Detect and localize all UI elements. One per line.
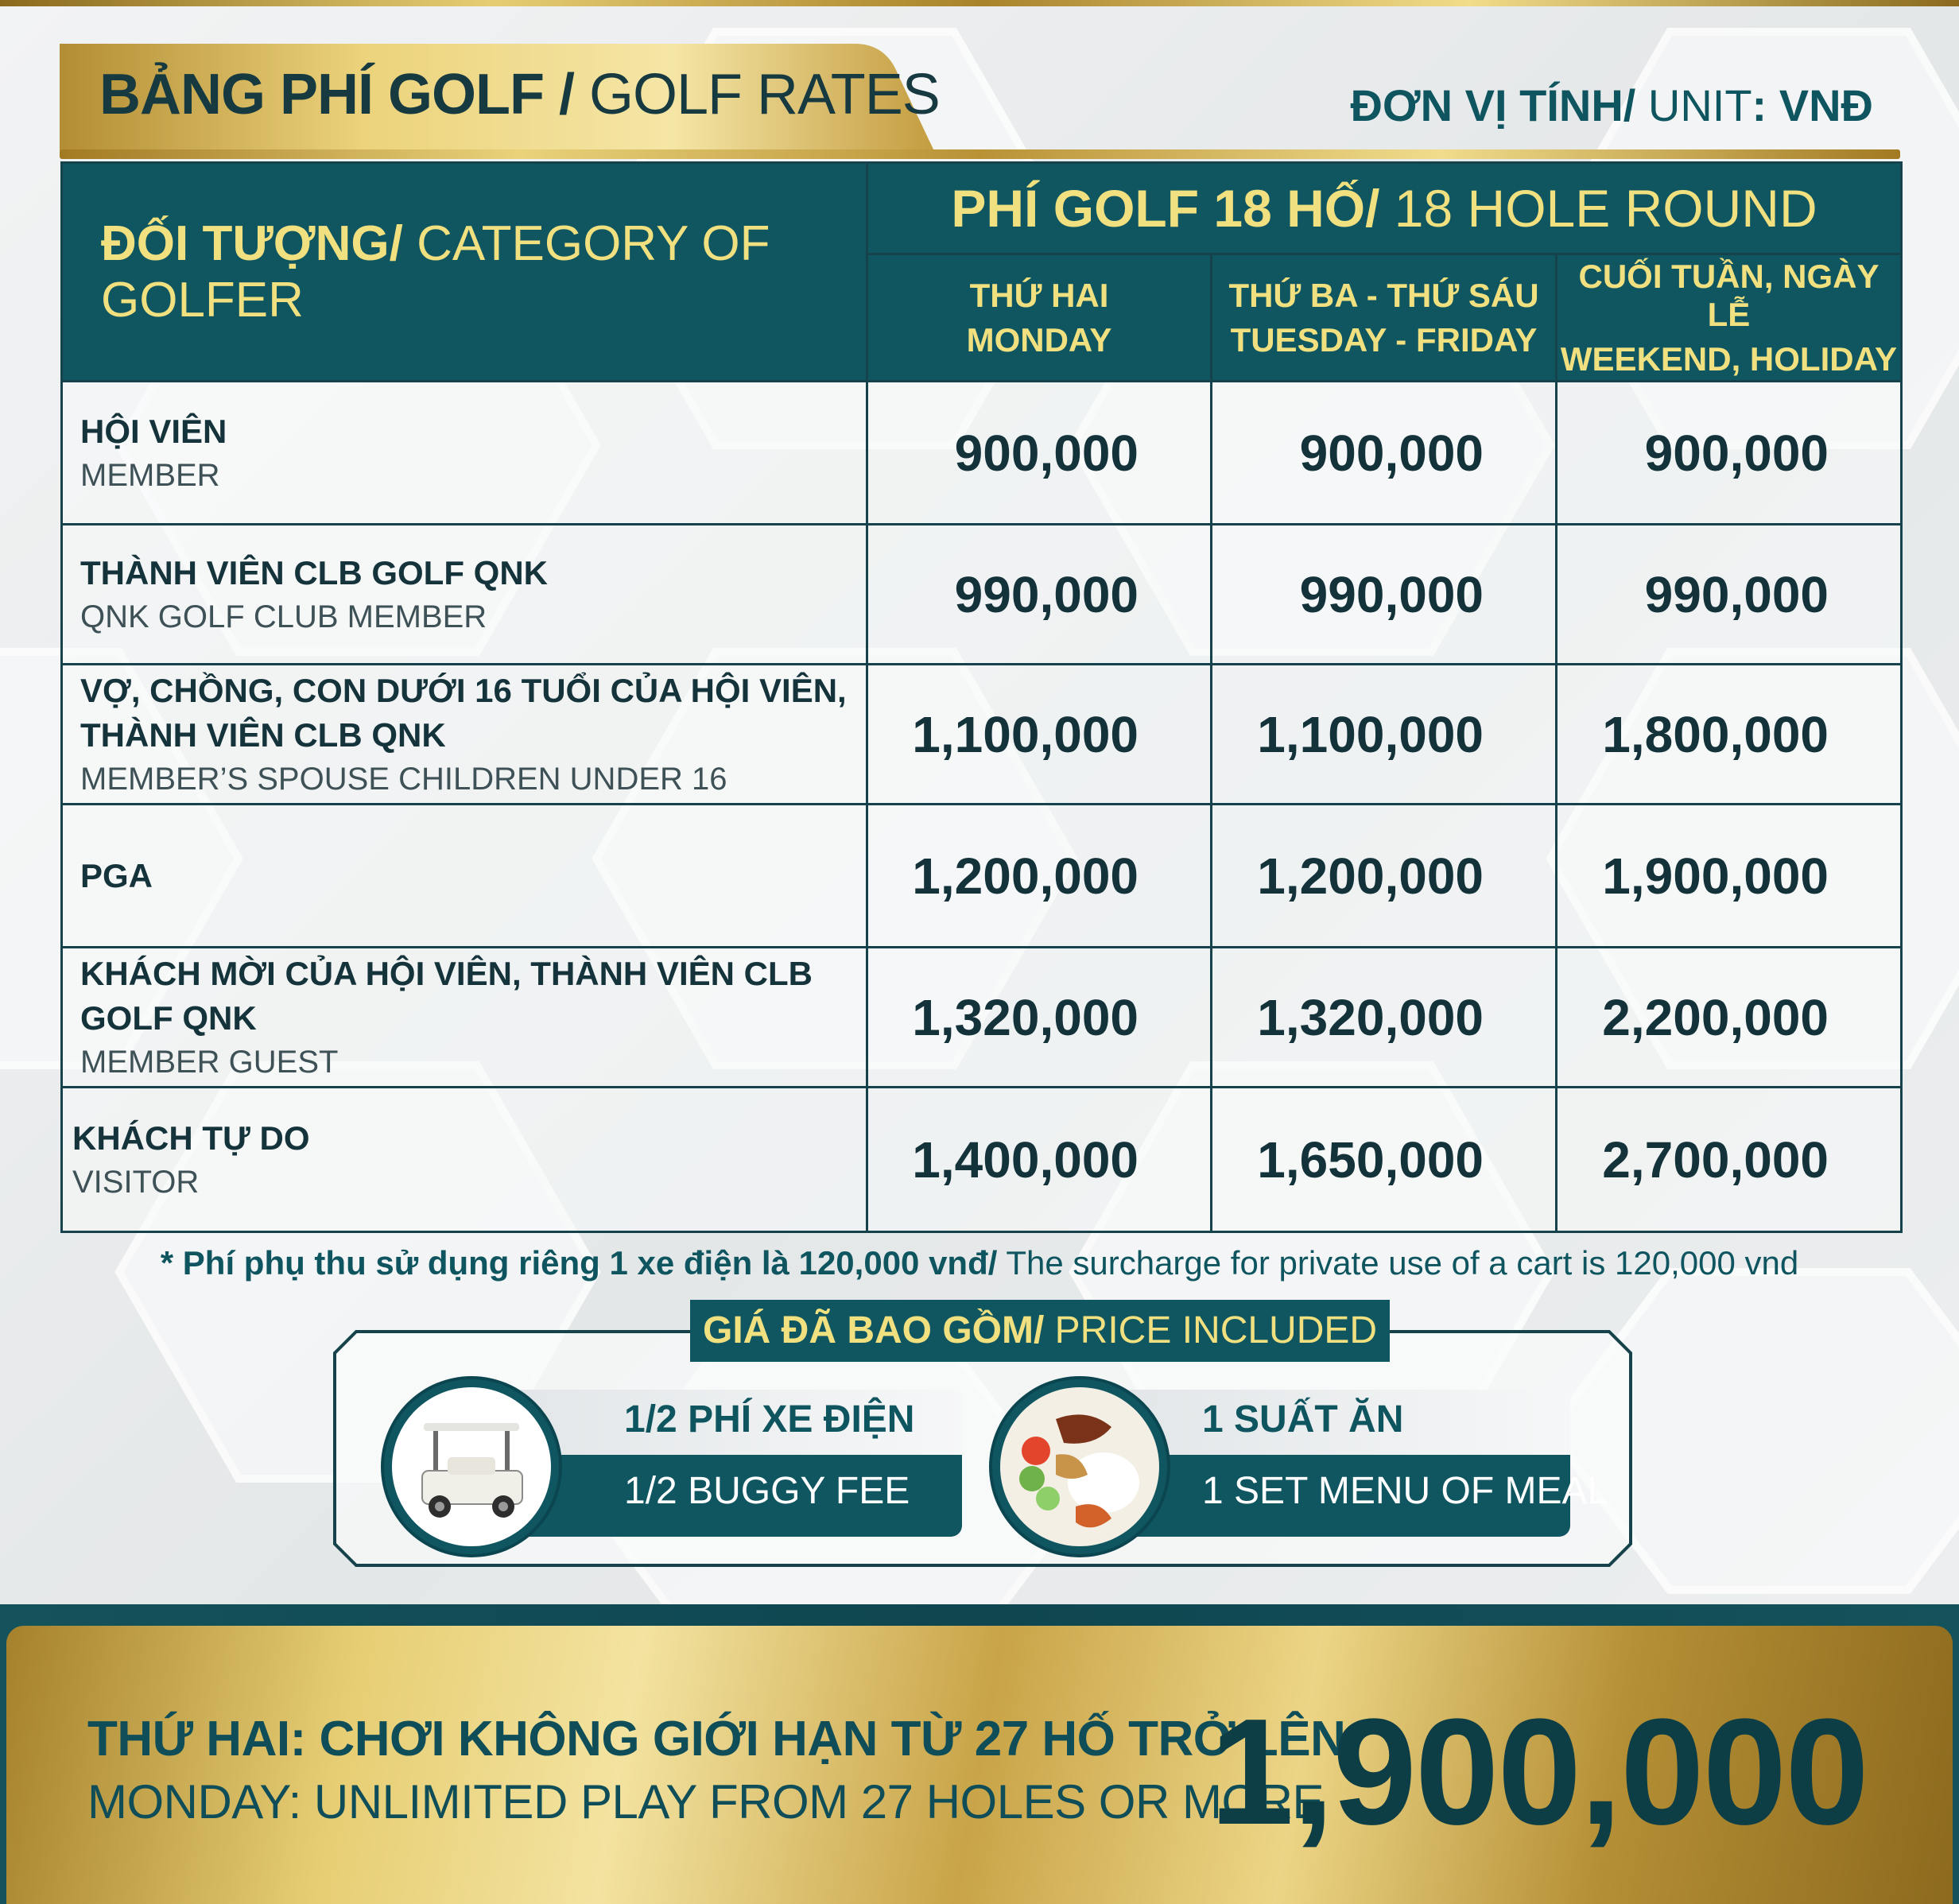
top-gold-line xyxy=(0,0,1959,6)
buggy-vn-label: 1/2 PHÍ XE ĐIỆN xyxy=(624,1398,915,1441)
table-row xyxy=(62,948,1902,1088)
promo-en-text: MONDAY: UNLIMITED PLAY FROM 27 HOLES OR MORE xyxy=(87,1775,1324,1828)
price-cell: 1,320,000 xyxy=(1212,948,1557,1088)
table-row xyxy=(62,382,1902,525)
price-cell: 1,800,000 xyxy=(1557,665,1902,805)
table-row xyxy=(62,805,1902,948)
price-cell: 2,700,000 xyxy=(1557,1088,1902,1232)
page-title: BẢNG PHÍ GOLF / GOLF RATES xyxy=(99,63,940,126)
price-cell: 1,100,000 xyxy=(1212,665,1557,805)
meal-vn-label: 1 SUẤT ĂN xyxy=(1202,1398,1404,1441)
buggy-en-label: 1/2 BUGGY FEE xyxy=(624,1470,910,1512)
price-cell: 990,000 xyxy=(1557,525,1902,665)
price-cell: 1,200,000 xyxy=(1212,805,1557,948)
price-cell: 1,650,000 xyxy=(1212,1088,1557,1232)
golf-cart-image xyxy=(384,1379,559,1554)
category-visitor: KHÁCH TỰ DO VISITOR xyxy=(62,1088,867,1232)
included-card-buggy xyxy=(509,1390,962,1537)
price-cell: 900,000 xyxy=(1212,382,1557,525)
price-cell: 900,000 xyxy=(867,382,1212,525)
price-cell: 1,400,000 xyxy=(867,1088,1212,1232)
included-card-meal xyxy=(1117,1390,1609,1537)
category-pga: PGA xyxy=(62,805,867,948)
day-header-weekend-holiday: CUỐI TUẦN, NGÀY LỄ WEEKEND, HOLIDAY xyxy=(1557,254,1902,382)
price-cell: 990,000 xyxy=(867,525,1212,665)
category-member-guest: KHÁCH MỜI CỦA HỘI VIÊN, THÀNH VIÊN CLB GOLF QNK MEMBER GUEST xyxy=(62,948,867,1088)
category-header: ĐỐI TƯỢNG/ CATEGORY OF GOLFER xyxy=(62,163,867,382)
price-cell: 2,200,000 xyxy=(1557,948,1902,1088)
table-row xyxy=(62,1088,1902,1232)
table-row xyxy=(62,525,1902,665)
golf-rates-table xyxy=(60,161,1903,1233)
price-cell: 1,900,000 xyxy=(1557,805,1902,948)
price-cell: 990,000 xyxy=(1212,525,1557,665)
category-qnk-club-member: THÀNH VIÊN CLB GOLF QNK QNK GOLF CLUB MEMBER xyxy=(62,525,867,665)
gold-divider xyxy=(60,149,1900,159)
included-label: GIÁ ĐÃ BAO GỒM/ PRICE INCLUDED xyxy=(690,1300,1390,1362)
meal-en-label: 1 SET MENU OF MEAL xyxy=(1202,1470,1609,1512)
promo-price: 1,900,000 xyxy=(1209,1688,1868,1856)
currency-unit: ĐƠN VỊ TÍNH/ UNIT: VNĐ xyxy=(1350,80,1873,130)
surcharge-note: * Phí phụ thu sử dụng riêng 1 xe điện là 120,000 vnđ/ The surcharge for private use of a cart is 120,000 vnd xyxy=(160,1244,1799,1282)
table-row xyxy=(62,665,1902,805)
price-cell: 1,200,000 xyxy=(867,805,1212,948)
price-cell: 900,000 xyxy=(1557,382,1902,525)
meal-plate-image xyxy=(992,1379,1167,1554)
day-header-tuesday-friday: THỨ BA - THỨ SÁU TUESDAY - FRIDAY xyxy=(1212,254,1557,382)
round-header: PHÍ GOLF 18 HỐ/ 18 HOLE ROUND xyxy=(867,163,1902,254)
price-cell: 1,320,000 xyxy=(867,948,1212,1088)
price-cell: 1,100,000 xyxy=(867,665,1212,805)
category-member: HỘI VIÊN MEMBER xyxy=(62,382,867,525)
promo-vn-text: THỨ HAI: CHƠI KHÔNG GIỚI HẠN TỪ 27 HỐ TRỞ LÊN xyxy=(87,1712,1346,1766)
day-header-monday: THỨ HAI MONDAY xyxy=(867,254,1212,382)
category-member-family: VỢ, CHỒNG, CON DƯỚI 16 TUỔI CỦA HỘI VIÊN, THÀNH VIÊN CLB QNK MEMBER’S SPOUSE CHILDREN UNDER 16 xyxy=(62,665,867,805)
